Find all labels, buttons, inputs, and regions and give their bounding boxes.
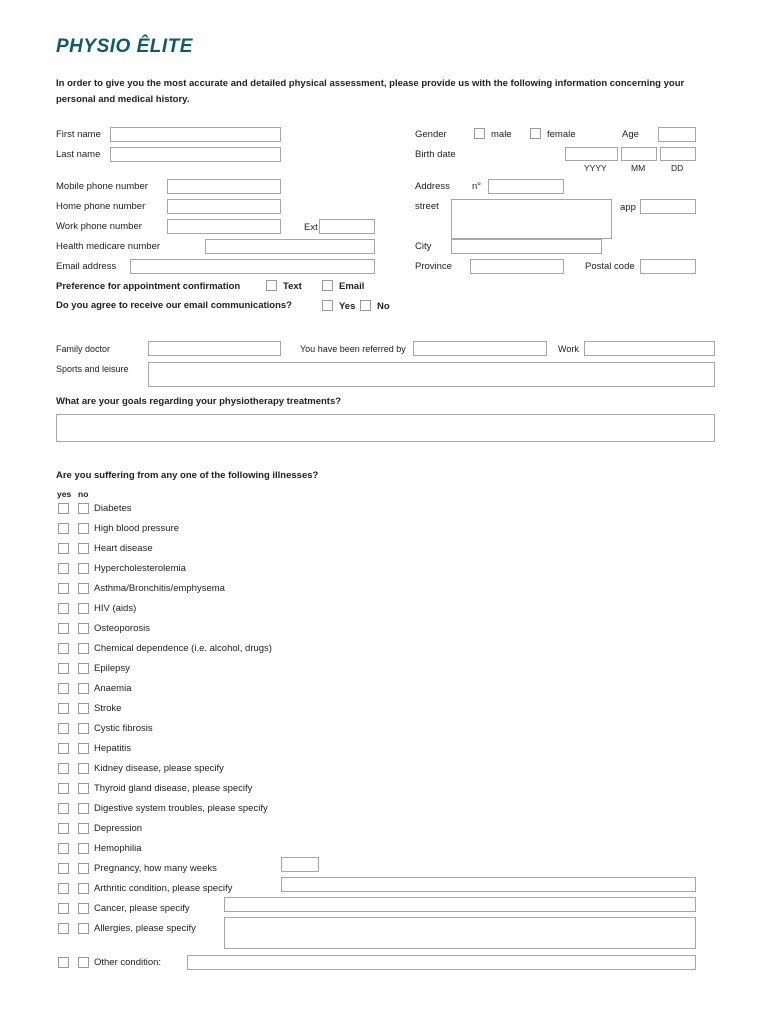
address-number-label: n° bbox=[472, 181, 482, 192]
illness-no-checkbox[interactable] bbox=[78, 543, 89, 554]
age-field[interactable] bbox=[658, 127, 696, 142]
home-phone-field[interactable] bbox=[167, 199, 281, 214]
illness-label: Osteoporosis bbox=[94, 623, 150, 634]
illness-no-checkbox[interactable] bbox=[78, 603, 89, 614]
city-label: City bbox=[415, 241, 432, 252]
illness-label: Stroke bbox=[94, 703, 122, 714]
male-label: male bbox=[491, 129, 512, 140]
brand-logo: PHYSIO ÊLITE bbox=[56, 36, 193, 57]
yes-column-header: yes bbox=[57, 489, 72, 499]
illness-label: High blood pressure bbox=[94, 523, 180, 534]
illness-label: Epilepsy bbox=[94, 663, 130, 674]
email-address-field[interactable] bbox=[130, 259, 375, 274]
illness-no-checkbox[interactable] bbox=[78, 923, 89, 934]
email-option-label: Email bbox=[339, 281, 365, 292]
sports-leisure-field[interactable] bbox=[148, 362, 715, 387]
text-option-label: Text bbox=[283, 281, 302, 292]
illness-yes-checkbox[interactable] bbox=[58, 803, 69, 814]
health-medicare-label: Health medicare number bbox=[56, 241, 161, 252]
illness-no-checkbox[interactable] bbox=[78, 763, 89, 774]
mobile-phone-label: Mobile phone number bbox=[56, 181, 148, 192]
illness-label: Cancer, please specify bbox=[94, 903, 190, 914]
referred-by-label: You have been referred by bbox=[300, 344, 406, 354]
illness-no-checkbox[interactable] bbox=[78, 823, 89, 834]
work-label: Work bbox=[558, 344, 579, 354]
illness-yes-checkbox[interactable] bbox=[58, 903, 69, 914]
app-label: app bbox=[620, 202, 636, 213]
agree-no-checkbox[interactable] bbox=[360, 300, 371, 311]
arthritic-specify-field[interactable] bbox=[281, 877, 696, 892]
illness-no-checkbox[interactable] bbox=[78, 623, 89, 634]
postal-code-field[interactable] bbox=[640, 259, 696, 274]
illness-yes-checkbox[interactable] bbox=[58, 683, 69, 694]
illness-label: HIV (aids) bbox=[94, 603, 137, 614]
agree-no-label: No bbox=[377, 301, 390, 312]
address-label: Address bbox=[415, 181, 450, 192]
illness-yes-checkbox[interactable] bbox=[58, 643, 69, 654]
illness-no-checkbox[interactable] bbox=[78, 723, 89, 734]
agree-yes-label: Yes bbox=[339, 301, 356, 312]
illness-label: Hemophilia bbox=[94, 843, 142, 854]
birth-year-field[interactable] bbox=[565, 147, 618, 161]
app-field[interactable] bbox=[640, 199, 696, 214]
illness-yes-checkbox[interactable] bbox=[58, 583, 69, 594]
illness-no-checkbox[interactable] bbox=[78, 843, 89, 854]
illness-no-checkbox[interactable] bbox=[78, 563, 89, 574]
illness-label: Arthritic condition, please specify bbox=[94, 883, 233, 894]
illness-no-checkbox[interactable] bbox=[78, 743, 89, 754]
age-label: Age bbox=[622, 129, 639, 140]
illness-no-checkbox[interactable] bbox=[78, 863, 89, 874]
illness-label: Kidney disease, please specify bbox=[94, 763, 224, 774]
illness-label: Depression bbox=[94, 823, 143, 834]
illness-yes-checkbox[interactable] bbox=[58, 723, 69, 734]
birth-month-field[interactable] bbox=[621, 147, 657, 161]
email-checkbox[interactable] bbox=[322, 280, 333, 291]
postal-code-label: Postal code bbox=[585, 261, 635, 272]
allergies-specify-field[interactable] bbox=[224, 917, 696, 949]
illness-yes-checkbox[interactable] bbox=[58, 663, 69, 674]
last-name-label: Last name bbox=[56, 149, 101, 160]
illness-yes-checkbox[interactable] bbox=[58, 957, 69, 968]
health-medicare-field[interactable] bbox=[205, 239, 375, 254]
street-field[interactable] bbox=[451, 199, 612, 239]
cancer-specify-field[interactable] bbox=[224, 897, 696, 912]
illness-label: Asthma/Bronchitis/emphysema bbox=[94, 583, 225, 594]
province-field[interactable] bbox=[470, 259, 564, 274]
text-checkbox[interactable] bbox=[266, 280, 277, 291]
illnesses-question: Are you suffering from any one of the following illnesses? bbox=[56, 470, 319, 481]
illness-yes-checkbox[interactable] bbox=[58, 763, 69, 774]
illness-label: Pregnancy, how many weeks bbox=[94, 863, 217, 874]
address-number-field[interactable] bbox=[488, 179, 564, 194]
mm-hint: MM bbox=[631, 163, 646, 173]
illness-label: Heart disease bbox=[94, 543, 153, 554]
illness-yes-checkbox[interactable] bbox=[58, 543, 69, 554]
illness-label: Thyroid gland disease, please specify bbox=[94, 783, 253, 794]
work-phone-label: Work phone number bbox=[56, 221, 142, 232]
sports-leisure-label: Sports and leisure bbox=[56, 364, 129, 374]
illness-yes-checkbox[interactable] bbox=[58, 563, 69, 574]
illness-no-checkbox[interactable] bbox=[78, 643, 89, 654]
illness-label: Cystic fibrosis bbox=[94, 723, 153, 734]
no-column-header: no bbox=[78, 489, 89, 499]
work-field[interactable] bbox=[584, 341, 715, 356]
female-label: female bbox=[547, 129, 576, 140]
gender-label: Gender bbox=[415, 129, 447, 140]
agree-email-label: Do you agree to receive our email communications? bbox=[56, 300, 292, 311]
first-name-label: First name bbox=[56, 129, 101, 140]
ext-label: Ext bbox=[304, 222, 318, 233]
pregnancy-weeks-field[interactable] bbox=[281, 857, 319, 872]
illness-no-checkbox[interactable] bbox=[78, 883, 89, 894]
illness-label: Hypercholesterolemia bbox=[94, 563, 186, 574]
family-doctor-field[interactable] bbox=[148, 341, 281, 356]
illness-yes-checkbox[interactable] bbox=[58, 523, 69, 534]
illness-yes-checkbox[interactable] bbox=[58, 923, 69, 934]
yyyy-hint: YYYY bbox=[584, 163, 607, 173]
illness-label: Hepatitis bbox=[94, 743, 131, 754]
illness-yes-checkbox[interactable] bbox=[58, 783, 69, 794]
illness-no-checkbox[interactable] bbox=[78, 663, 89, 674]
city-field[interactable] bbox=[451, 239, 602, 254]
illness-label: Other condition: bbox=[94, 957, 162, 968]
illness-label: Diabetes bbox=[94, 503, 132, 514]
illness-no-checkbox[interactable] bbox=[78, 583, 89, 594]
ext-field[interactable] bbox=[319, 219, 375, 234]
last-name-field[interactable] bbox=[110, 147, 281, 162]
female-checkbox[interactable] bbox=[530, 128, 541, 139]
male-checkbox[interactable] bbox=[474, 128, 485, 139]
illness-no-checkbox[interactable] bbox=[78, 523, 89, 534]
illness-yes-checkbox[interactable] bbox=[58, 823, 69, 834]
birth-day-field[interactable] bbox=[660, 147, 696, 161]
illness-label: Anaemia bbox=[94, 683, 132, 694]
illness-yes-checkbox[interactable] bbox=[58, 703, 69, 714]
birth-date-label: Birth date bbox=[415, 149, 456, 160]
illness-yes-checkbox[interactable] bbox=[58, 843, 69, 854]
illness-yes-checkbox[interactable] bbox=[58, 743, 69, 754]
street-label: street bbox=[415, 201, 439, 212]
pref-confirmation-label: Preference for appointment confirmation bbox=[56, 281, 241, 292]
illness-yes-checkbox[interactable] bbox=[58, 503, 69, 514]
email-address-label: Email address bbox=[56, 261, 117, 272]
intro-text: In order to give you the most accurate and detailed physical assessment, please provide us with the following information concerning your personal and medical history. bbox=[56, 78, 685, 105]
dd-hint: DD bbox=[671, 163, 684, 173]
goals-question: What are your goals regarding your physiotherapy treatments? bbox=[56, 396, 342, 407]
illness-label: Digestive system troubles, please specify bbox=[94, 803, 268, 814]
illness-yes-checkbox[interactable] bbox=[58, 883, 69, 894]
illness-no-checkbox[interactable] bbox=[78, 783, 89, 794]
illness-no-checkbox[interactable] bbox=[78, 903, 89, 914]
illness-label: Allergies, please specify bbox=[94, 923, 196, 934]
province-label: Province bbox=[415, 261, 452, 272]
illness-yes-checkbox[interactable] bbox=[58, 863, 69, 874]
illness-no-checkbox[interactable] bbox=[78, 503, 89, 514]
referred-by-field[interactable] bbox=[413, 341, 547, 356]
work-phone-field[interactable] bbox=[167, 219, 281, 234]
illness-no-checkbox[interactable] bbox=[78, 803, 89, 814]
home-phone-label: Home phone number bbox=[56, 201, 146, 212]
mobile-phone-field[interactable] bbox=[167, 179, 281, 194]
illness-no-checkbox[interactable] bbox=[78, 683, 89, 694]
agree-yes-checkbox[interactable] bbox=[322, 300, 333, 311]
illness-no-checkbox[interactable] bbox=[78, 703, 89, 714]
illness-yes-checkbox[interactable] bbox=[58, 623, 69, 634]
other-condition-field[interactable] bbox=[187, 955, 696, 970]
illness-label: Chemical dependence (i.e. alcohol, drugs) bbox=[94, 643, 272, 654]
first-name-field[interactable] bbox=[110, 127, 281, 142]
goals-field[interactable] bbox=[56, 414, 715, 442]
illness-no-checkbox[interactable] bbox=[78, 957, 89, 968]
illness-yes-checkbox[interactable] bbox=[58, 603, 69, 614]
family-doctor-label: Family doctor bbox=[56, 344, 111, 354]
